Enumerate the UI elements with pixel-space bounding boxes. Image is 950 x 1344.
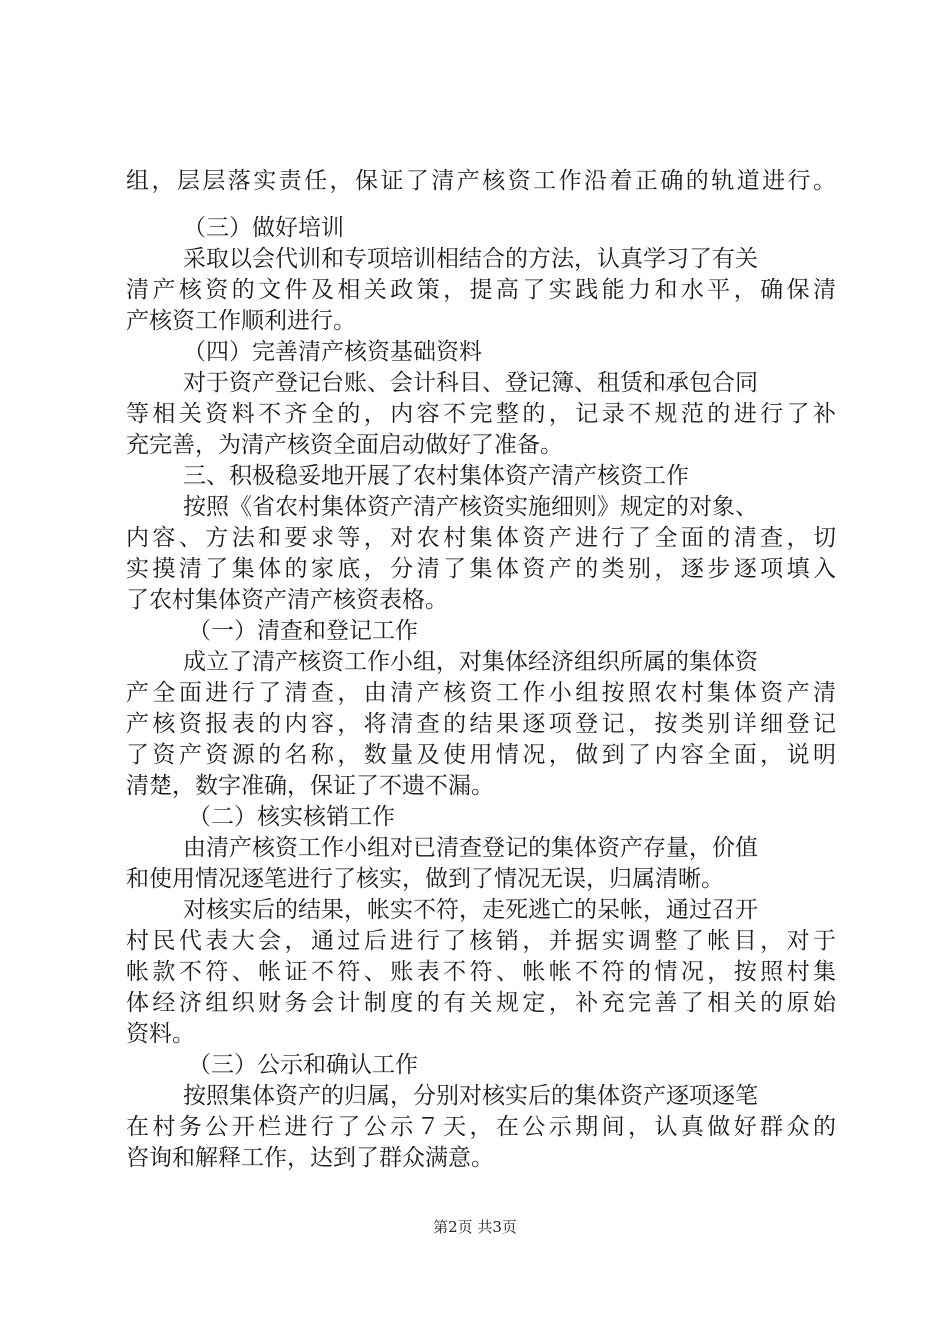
chapter-heading: 三、积极稳妥地开展了农村集体资产清产核资工作 [183,463,689,489]
paragraph-line: 等相关资料不齐全的，内容不完整的，记录不规范的进行了补 [126,401,836,427]
paragraph-line: 采取以会代训和专项培训相结合的方法，认真学习了有关 [183,246,758,272]
paragraph-line: 由清产核资工作小组对已清查登记的集体资产存量，价值 [183,835,758,861]
paragraph-line: 体经济组织财务会计制度的有关规定，补充完善了相关的原始 [126,990,836,1016]
paragraph-line: 按照《省农村集体资产清产核资实施细则》规定的对象、 [183,494,758,520]
page-number-footer: 第2页 共3页 [433,1218,517,1236]
paragraph-line: 和使用情况逐笔进行了核实，做到了情况无误，归属清晰。 [126,866,724,892]
paragraph-line: 帐款不符、帐证不符、账表不符、帐帐不符的情况，按照村集 [126,959,836,985]
paragraph-line: 充完善，为清产核资全面启动做好了准备。 [126,432,563,458]
paragraph-line: 对于资产登记台账、会计科目、登记簿、租赁和承包合同 [183,370,758,396]
section-heading: （一）清查和登记工作 [188,618,418,644]
paragraph-line: 产核资工作顺利进行。 [126,308,356,334]
paragraph-line: 产全面进行了清查，由清产核资工作小组按照农村集体资产清 [126,680,836,706]
paragraph-line: 内容、方法和要求等，对农村集体资产进行了全面的清查，切 [126,525,836,551]
section-heading: （四）完善清产核资基础资料 [183,339,482,365]
section-heading: （三）做好培训 [183,215,344,241]
paragraph-line: 按照集体资产的归属，分别对核实后的集体资产逐项逐笔 [183,1083,758,1109]
paragraph-line: 组，层层落实责任，保证了清产核资工作沿着正确的轨道进行。 [126,168,836,194]
paragraph-line: 对核实后的结果，帐实不符，走死逃亡的呆帐，通过召开 [183,897,758,923]
paragraph-line: 清产核资的文件及相关政策，提高了实践能力和水平，确保清 [126,277,836,303]
paragraph-line: 在村务公开栏进行了公示７天，在公示期间，认真做好群众的 [126,1114,836,1140]
paragraph-line: 产核资报表的内容，将清查的结果逐项登记，按类别详细登记 [126,711,836,737]
paragraph-line: 实摸清了集体的家底，分清了集体资产的类别，逐步逐项填入 [126,556,836,582]
paragraph-line: 资料。 [126,1021,195,1047]
paragraph-line: 成立了清产核资工作小组，对集体经济组织所属的集体资 [183,649,758,675]
paragraph-line: 村民代表大会，通过后进行了核销，并据实调整了帐目，对于 [126,928,836,954]
paragraph-line: 清楚，数字准确，保证了不遗不漏。 [126,773,494,799]
section-heading: （二）核实核销工作 [188,804,395,830]
section-heading: （三）公示和确认工作 [188,1052,418,1078]
paragraph-line: 咨询和解释工作，达到了群众满意。 [126,1145,494,1171]
paragraph-line: 了资产资源的名称，数量及使用情况，做到了内容全面，说明 [126,742,836,768]
document-body [126,166,836,1174]
paragraph-line: 了农村集体资产清产核资表格。 [126,587,448,613]
